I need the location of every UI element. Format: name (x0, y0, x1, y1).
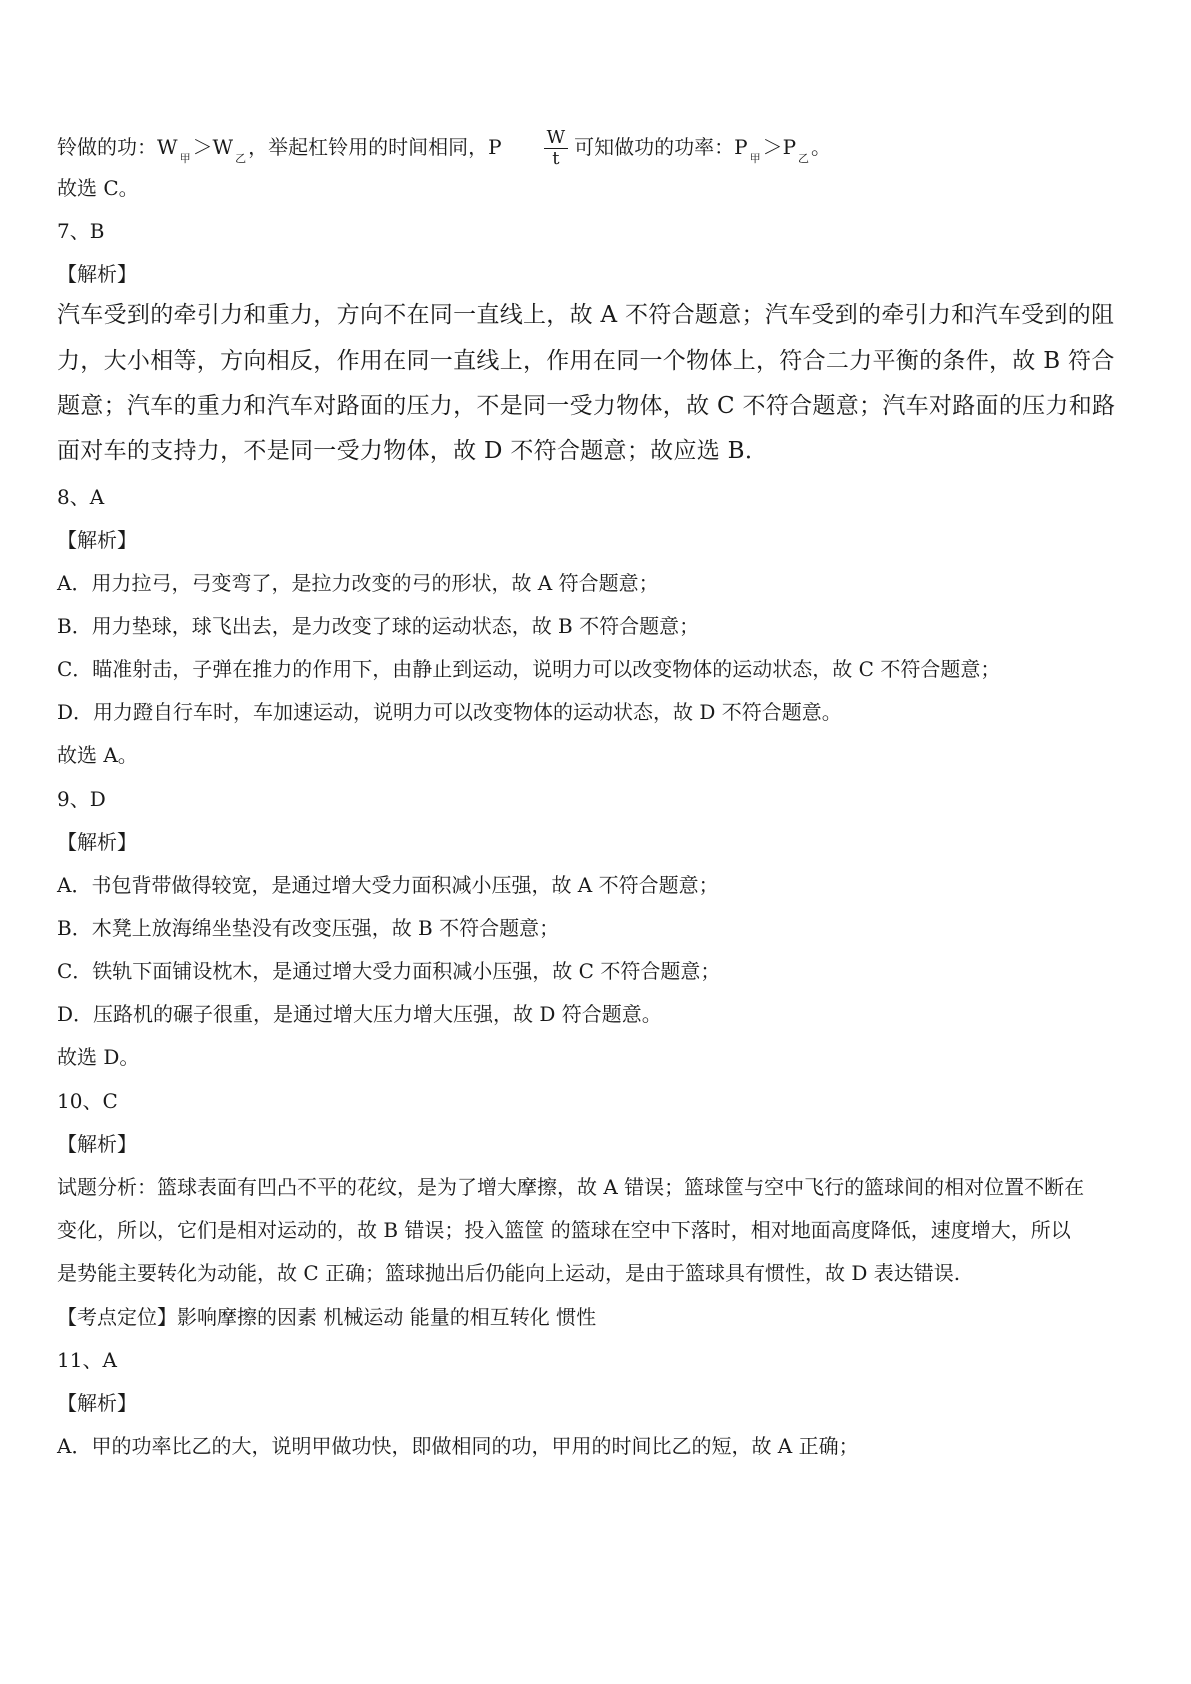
option-line: A．书包背带做得较宽，是通过增大受力面积减小压强，故 A 不符合题意； (57, 873, 719, 897)
option-line: B．用力垫球，球飞出去，是力改变了球的运动状态，故 B 不符合题意； (57, 614, 700, 638)
question-number: 11、A (57, 1348, 117, 1372)
question-number: 8、A (57, 485, 105, 509)
option-line: D．用力蹬自行车时，车加速运动，说明力可以改变物体的运动状态，故 D 不符合题意。 (57, 700, 842, 724)
section-heading: 【解析】 (57, 1132, 137, 1156)
question-number: 7、B (57, 219, 105, 243)
option-line: A．甲的功率比乙的大，说明甲做功快，即做相同的功，甲用的时间比乙的短，故 A 正确； (57, 1434, 859, 1458)
option-line: B．木凳上放海绵坐垫没有改变压强，故 B 不符合题意； (57, 916, 560, 940)
question-number: 9、D (57, 787, 106, 811)
section-heading: 【解析】 (57, 528, 137, 552)
option-line: D．压路机的碾子很重，是通过增大压力增大压强，故 D 符合题意。 (57, 1002, 662, 1026)
text-line: 题意；汽车的重力和汽车对路面的压力，不是同一受力物体，故 C 不符合题意；汽车对路面的压力和路 (57, 393, 1116, 419)
option-line: C．铁轨下面铺设枕木，是通过增大受力面积减小压强，故 C 不符合题意； (57, 959, 721, 983)
question-number: 10、C (57, 1089, 118, 1113)
text-line: 是势能主要转化为动能，故 C 正确；篮球抛出后仍能向上运动，是由于篮球具有惯性，故 D 表达错误. (57, 1261, 961, 1285)
option-line: C．瞄准射击，子弹在推力的作用下，由静止到运动，说明力可以改变物体的运动状态，故 C 不符合题意； (57, 657, 1001, 681)
text-line-formula: 铃做的功：W $_甲$ ＞W $_乙$ ，举起杠铃用的时间相同，P $\frac{W}{t}$ 可知做功的功率：P $_甲$ ＞P $_乙$ 。 (57, 127, 832, 169)
text-line: 变化，所以，它们是相对运动的，故 B 错误；投入篮筐 的篮球在空中下落时，相对地面高度降低，速度增大，所以 (57, 1218, 1071, 1242)
text-line: 面对车的支持力，不是同一受力物体，故 D 不符合题意；故应选 B． (57, 438, 769, 464)
section-heading: 【解析】 (57, 1391, 137, 1415)
text-line: 试题分析：篮球表面有凹凸不平的花纹，是为了增大摩擦，故 A 错误；篮球筐与空中飞行的篮球间的相对位置不断在 (57, 1175, 1085, 1199)
text-line: 汽车受到的牵引力和重力，方向不在同一直线上，故 A 不符合题意；汽车受到的牵引力和汽车受到的阻 (57, 302, 1115, 328)
text-line: 力，大小相等，方向相反，作用在同一直线上，作用在同一个物体上，符合二力平衡的条件，故 B 符合 (57, 348, 1115, 374)
section-heading: 【解析】 (57, 830, 137, 854)
text-line: 【考点定位】影响摩擦的因素 机械运动 能量的相互转化 惯性 (57, 1305, 597, 1329)
text-line: 故选 D。 (57, 1045, 140, 1069)
text-line: 故选 C。 (57, 176, 139, 200)
option-line: A．用力拉弓，弓变弯了，是拉力改变的弓的形状，故 A 符合题意； (57, 571, 659, 595)
power-fraction: $\frac{W}{t}$ (544, 128, 569, 169)
section-heading: 【解析】 (57, 262, 137, 286)
text-line: 故选 A。 (57, 743, 138, 767)
